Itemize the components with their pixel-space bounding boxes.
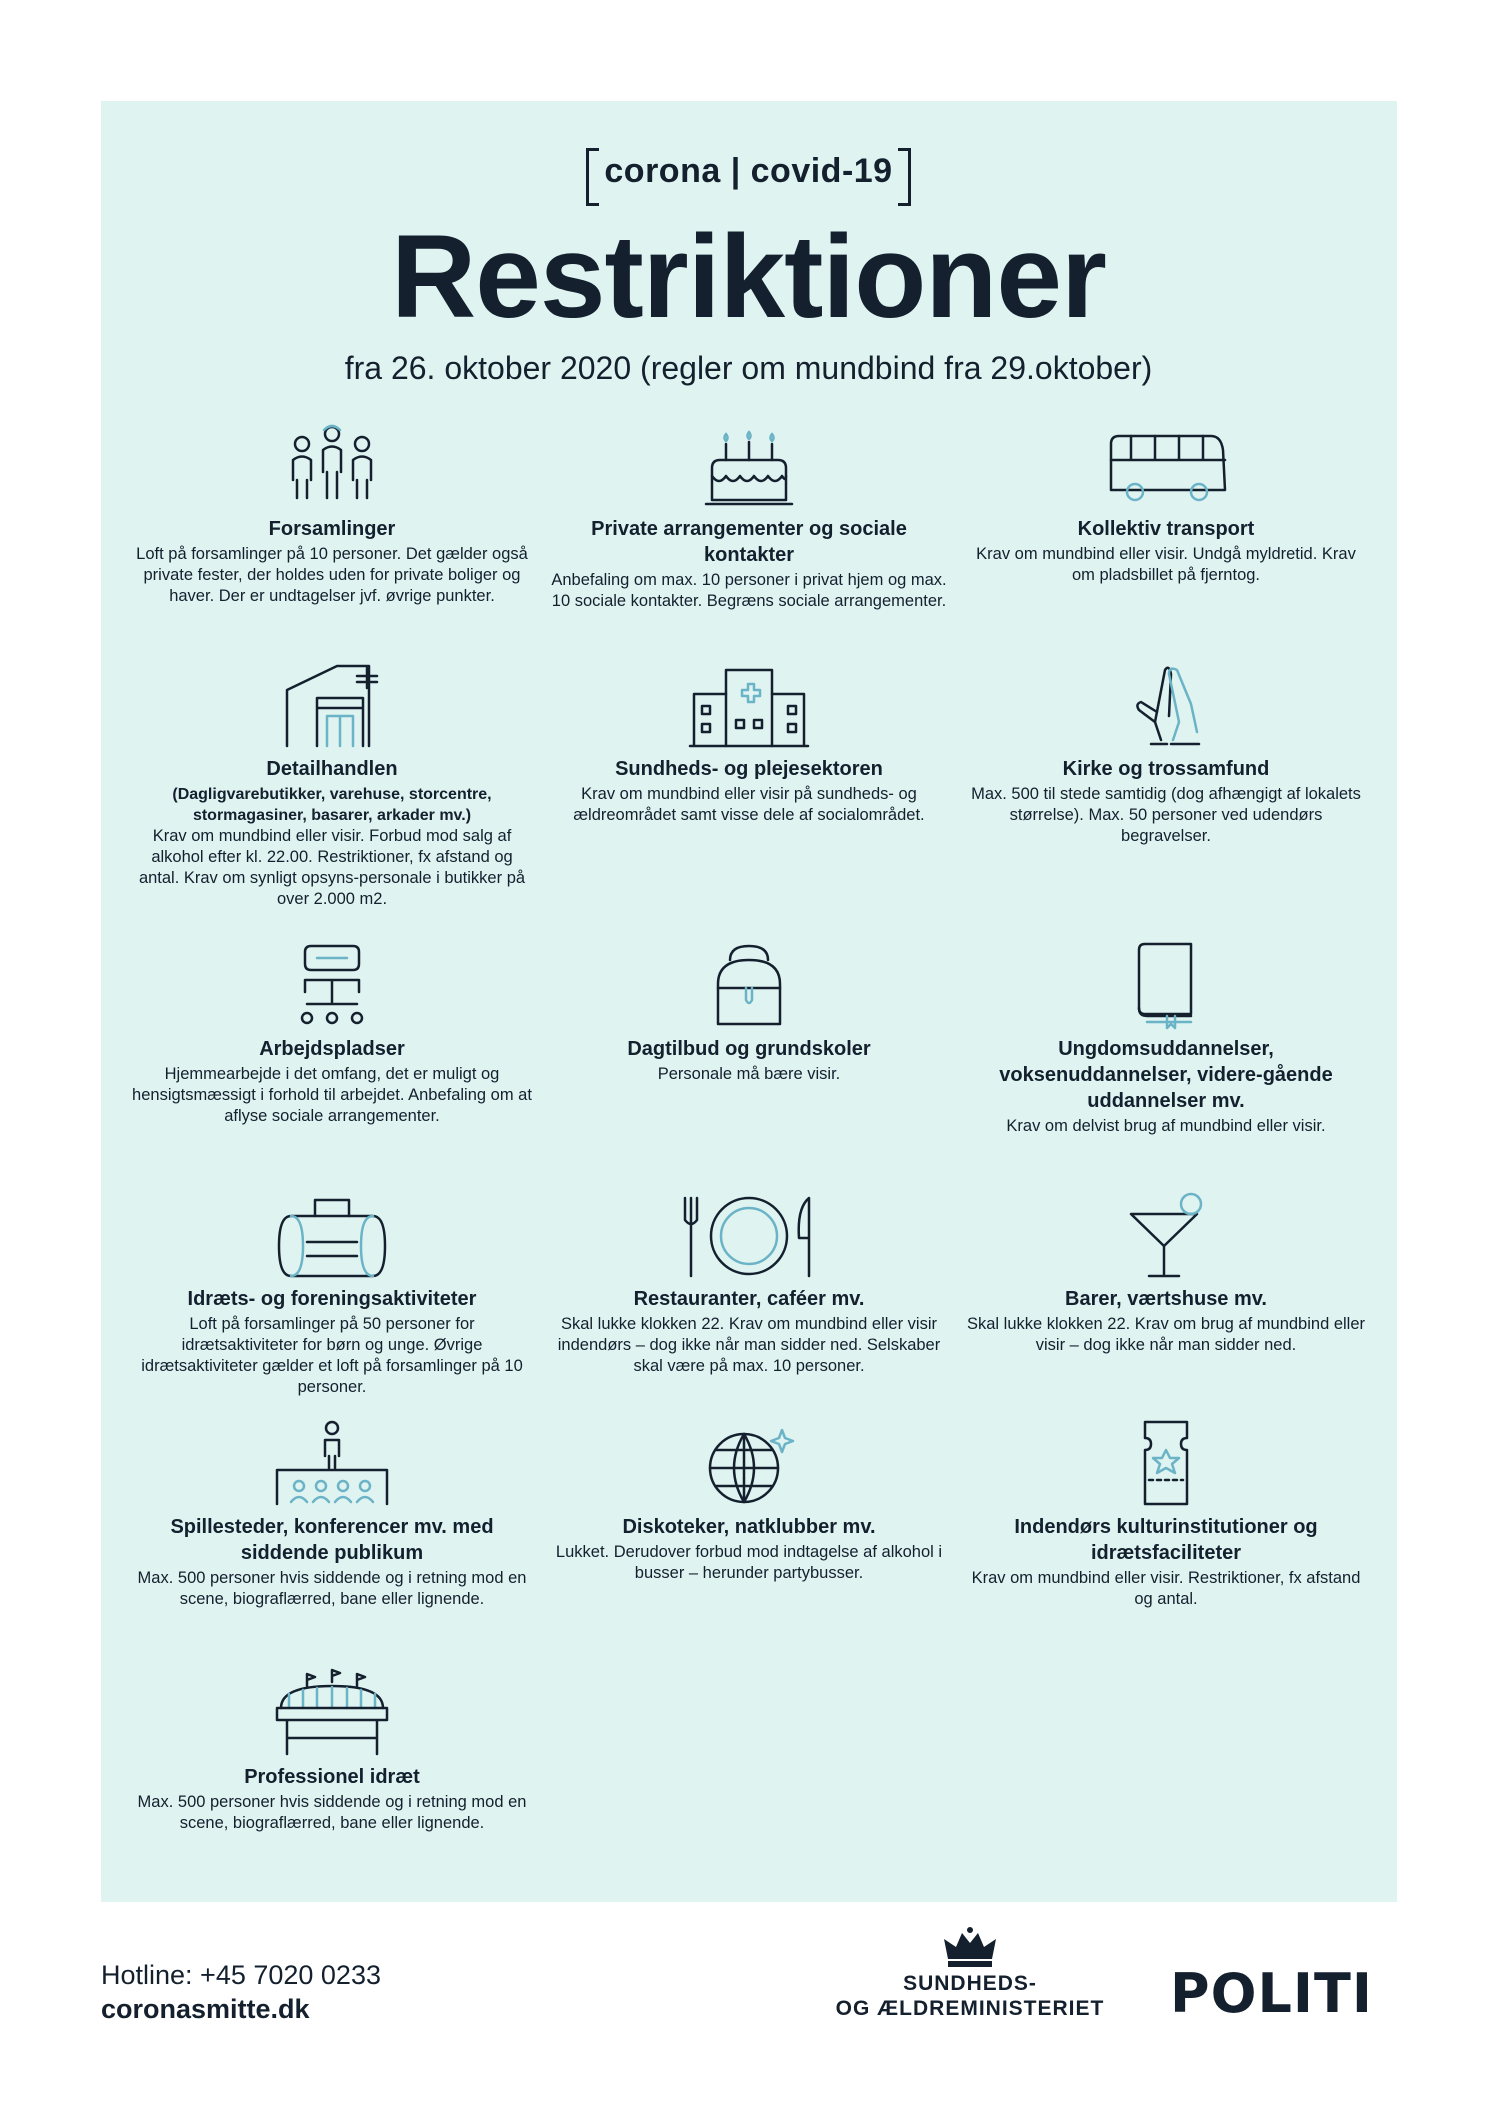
- ministry-logo: [820, 1925, 1120, 2021]
- stage-audience-icon: [267, 1418, 397, 1508]
- cocktail-icon: [1111, 1190, 1221, 1280]
- item-title: Indendørs kulturinstitutioner og idrætsfaciliteter: [1014, 1516, 1318, 1564]
- hospital-icon: [684, 660, 814, 750]
- praying-hands-icon: [1111, 660, 1221, 750]
- item-title: Arbejdspladser: [259, 1038, 405, 1060]
- item-title: Idræts- og foreningsaktiviteter: [187, 1288, 477, 1310]
- ministry-line1: SUNDHEDS-: [903, 1972, 1037, 1995]
- item-restauranter-cafeer: [549, 1190, 949, 1377]
- sports-bag-icon: [267, 1190, 397, 1280]
- brand-label: [0, 148, 1497, 195]
- item-title: Private arrangementer og sociale kontakter: [591, 518, 907, 566]
- item-title: Barer, værtshuse mv.: [1065, 1288, 1267, 1310]
- item-title: Spillesteder, konferencer mv. med siddende publikum: [170, 1516, 494, 1564]
- item-body: Loft på forsamlinger på 50 personer for idrætsaktiviteter for børn og unge. Øvrige idrætsaktiviteter gælder et loft på forsamlinger på 10 personer.: [141, 1315, 523, 1396]
- item-title: Diskoteker, natklubber mv.: [622, 1516, 876, 1538]
- item-title: Professionel idræt: [244, 1766, 420, 1788]
- footer-contact: [101, 1958, 381, 2026]
- item-indendors-kulturinstitutioner: [966, 1418, 1366, 1610]
- brand-text: corona | covid-19: [604, 152, 893, 190]
- item-title: Dagtilbud og grundskoler: [627, 1038, 871, 1060]
- plate-cutlery-icon: [669, 1190, 829, 1280]
- item-body: Krav om mundbind eller visir. Undgå myldretid. Krav om pladsbillet på fjerntog.: [976, 545, 1356, 584]
- item-body: Krav om delvist brug af mundbind eller visir.: [1006, 1117, 1326, 1135]
- item-body: Lukket. Derudover forbud mod indtagelse af alkohol i busser – herunder partybusser.: [555, 1543, 943, 1582]
- item-title: Forsamlinger: [268, 518, 396, 540]
- item-professionel-idraet: [132, 1668, 532, 1834]
- item-spillesteder-konferencer: [132, 1418, 532, 1610]
- item-body: Hjemmearbejde i det omfang, det er muligt og hensigtsmæssigt i forhold til arbejdet. Anbefaling om at aflyse sociale arrangementer.: [132, 1065, 532, 1125]
- item-private-arrangementer: [549, 420, 949, 612]
- item-body: Krav om mundbind eller visir. Restriktioner, fx afstand og antal.: [971, 1569, 1361, 1608]
- backpack-icon: [694, 940, 804, 1030]
- item-body: Max. 500 til stede samtidig (dog afhængigt af lokalets størrelse). Max. 50 personer ved udendørs begravelser.: [971, 785, 1361, 845]
- item-body: Max. 500 personer hvis siddende og i retning mod en scene, biograflærred, bane eller lignende.: [137, 1793, 527, 1832]
- page-title: Restriktioner: [391, 211, 1106, 343]
- police-logo: POLITI: [1170, 1962, 1373, 2025]
- people-group-icon: [277, 420, 387, 510]
- item-body: Personale må bære visir.: [657, 1065, 841, 1083]
- shop-building-icon: [277, 660, 387, 750]
- item-arbejdspladser: [132, 940, 532, 1127]
- item-idraets-foreningsaktiviteter: [132, 1190, 532, 1398]
- hotline-text: Hotline: +45 7020 0233: [101, 1960, 381, 1990]
- item-body: Anbefaling om max. 10 personer i privat hjem og max. 10 sociale kontakter. Begræns sociale arrangementer.: [551, 571, 947, 610]
- item-body: Skal lukke klokken 22. Krav om mundbind eller visir indendørs – dog ikke når man sidder ned. Selskaber skal være på max. 10 personer.: [557, 1315, 941, 1375]
- item-body: Krav om mundbind eller visir. Forbud mod salg af alkohol efter kl. 22.00. Restriktioner, fx afstand og antal. Krav om synligt opsyns-personale i butikker på over 2.000 m2.: [138, 827, 526, 908]
- item-title: Restauranter, caféer mv.: [633, 1288, 865, 1310]
- item-kirke-trossamfund: [966, 660, 1366, 847]
- item-title: Sundheds- og plejesektoren: [615, 758, 883, 780]
- item-subtitle: (Dagligvarebutikker, varehuse, storcentre, stormagasiner, basarer, arkader mv.): [172, 786, 492, 824]
- item-title: Ungdomsuddannelser, voksenuddannelser, videre-gående uddannelser mv.: [999, 1038, 1333, 1112]
- page-subtitle: fra 26. oktober 2020 (regler om mundbind fra 29.oktober): [344, 350, 1153, 386]
- item-title: Kollektiv transport: [1077, 518, 1255, 540]
- item-dagtilbud-grundskoler: [549, 940, 949, 1085]
- item-kollektiv-transport: [966, 420, 1366, 586]
- item-body: Skal lukke klokken 22. Krav om brug af mundbind eller visir – dog ikke når man sidder ned.: [966, 1315, 1366, 1354]
- item-body: Krav om mundbind eller visir på sundheds- og ældreområdet samt visse dele af socialområdet.: [573, 785, 925, 824]
- item-diskoteker-natklubber: [549, 1418, 949, 1584]
- birthday-cake-icon: [694, 420, 804, 510]
- office-chair-icon: [277, 940, 387, 1030]
- item-sundheds-plejesektoren: [549, 660, 949, 826]
- book-icon: [1111, 940, 1221, 1030]
- item-detailhandlen: [132, 660, 532, 910]
- ticket-icon: [1111, 1418, 1221, 1508]
- ministry-line2: OG ÆLDREMINISTERIET: [835, 1997, 1105, 2020]
- website-link[interactable]: coronasmitte.dk: [101, 1994, 310, 2024]
- item-body: Loft på forsamlinger på 10 personer. Det gælder også private fester, der holdes uden for private boliger og haver. Der er undtagelser jvf. øvrige punkter.: [136, 545, 528, 605]
- item-title: Detailhandlen: [266, 758, 398, 780]
- item-forsamlinger: [132, 420, 532, 607]
- item-title: Kirke og trossamfund: [1062, 758, 1270, 780]
- item-body: Max. 500 personer hvis siddende og i retning mod en scene, biograflærred, bane eller lignende.: [137, 1569, 527, 1608]
- item-ungdomsuddannelser: [966, 940, 1366, 1137]
- crown-icon: [940, 1925, 1000, 1969]
- stadium-icon: [267, 1668, 397, 1758]
- disco-ball-icon: [694, 1418, 804, 1508]
- item-barer-vaertshuse: [966, 1190, 1366, 1356]
- bus-icon: [1101, 420, 1231, 510]
